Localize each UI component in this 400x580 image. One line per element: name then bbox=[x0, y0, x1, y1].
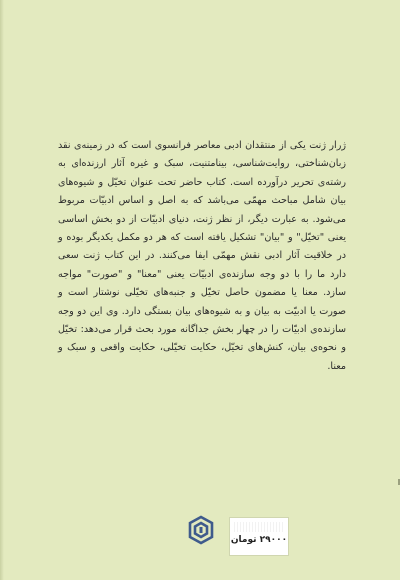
price-label: ۲۹۰۰۰ تومان bbox=[230, 535, 288, 545]
spine-edge bbox=[0, 0, 4, 580]
blurb-paragraph: ژرار ژنت یکی از منتقدان ادبی معاصر فرانسوی است که در زمینه‌ی نقد زبان‌شناختی، روایت‌شناسی، بینامتنیت، سبک و غیره آثار ارزنده‌ای به رشته‌ی تحریر درآورده است. کتاب حاضر تحت عنوان تخیّل و شیوه‌های بیان شامل مباحث مهمّی می‌باشد که به اصل و اساس ادبیّات مربوط می‌شود. به عبارت دیگر، از نظر ژنت، دنیای ادبیّات از دو بخش اساسی یعنی "تخیّل" و "بیان" تشکیل یافته است که هر دو مکمل یکدیگر بوده و در خلاقیت آثار ادبی نقش مهمّی ایفا می‌کنند. در این کتاب ژنت سعی دارد ما را با دو وجه سازنده‌ی ادبیّات یعنی "معنا" و "صورت" مواجه سازد. معنا یا مضمون حاصل تخیّل و جنبه‌های تخیّلی نوشتار است و صورت یا ادبیّت به بیان و به شیوه‌های بیان بستگی دارد. وی این دو وجه سازنده‌ی ادبیّات را در چهار بخش جداگانه مورد بحث قرار می‌دهد: تخیّل و نحوه‌ی بیان، کنش‌های تخیّل، حکایت تخیّلی، حکایت واقعی و سبک و معنا. bbox=[58, 140, 346, 372]
back-cover-blurb bbox=[58, 137, 346, 376]
price-sticker bbox=[229, 517, 289, 556]
publisher-logo-icon bbox=[188, 515, 214, 545]
barcode-strip bbox=[234, 522, 284, 532]
